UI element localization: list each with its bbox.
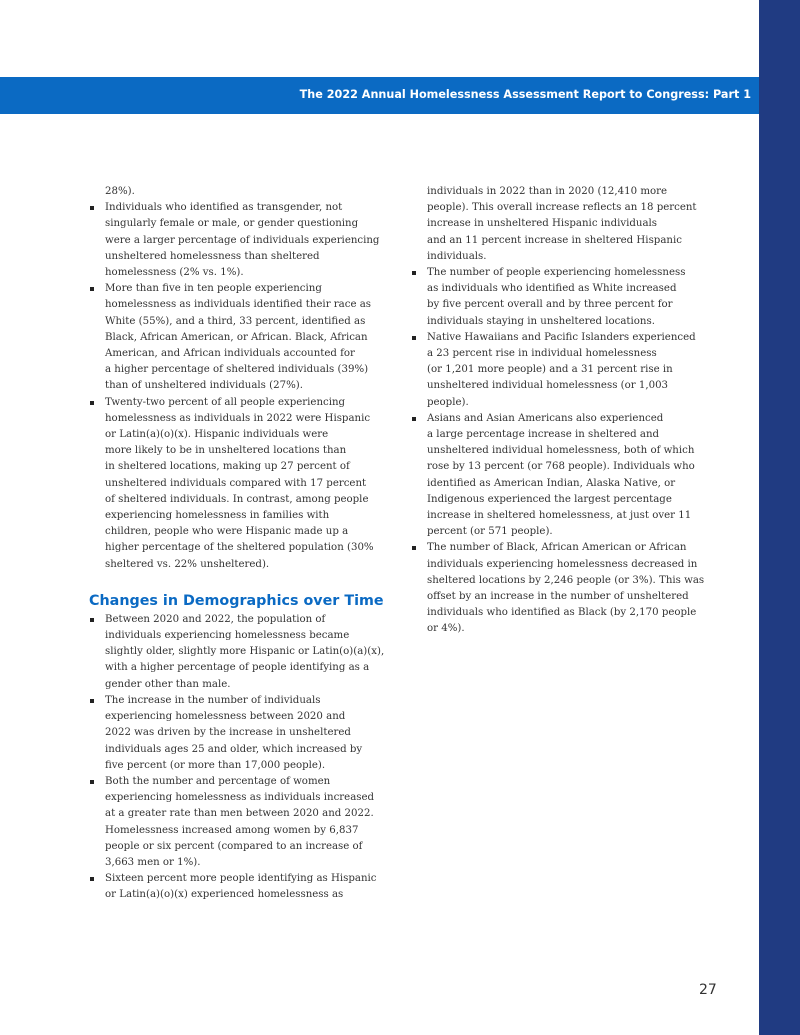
side-accent-bar [759,0,800,1035]
list-item: The number of Black, African American or African individuals experiencing homelessness decreased in sheltered locations by 2,246 people (or 3%). This was offset by an increase in the number of unsheltered individuals who identified as Black (by 2,170 people or 4%). [411,540,717,637]
list-item: Individuals who identified as transgender, not singularly female or male, or gender questioning were a larger percentage of individuals experiencing unsheltered homelessness than sheltered homelessness (2% vs. 1%). [89,200,395,281]
left-column [89,184,395,904]
list-item: The number of people experiencing homelessness as individuals who identified as White increased by five percent overall and by three percent for individuals staying in unsheltered locations. [411,265,717,330]
left-bullets-top [89,200,395,573]
list-item: Both the number and percentage of women experiencing homelessness as individuals increased at a greater rate than men between 2020 and 2022. Homelessness increased among women by 6,837 people or six percent (compared to an increase of 3,663 men or 1%). [89,774,395,871]
page-number: 27 [699,982,717,998]
list-item: The increase in the number of individuals experiencing homelessness between 2020 and 2022 was driven by the increase in unsheltered individuals ages 25 and older, which increased by five percent (or more than 17,000 people). [89,693,395,774]
left-bullets-section [89,612,395,904]
list-item: Sixteen percent more people identifying as Hispanic or Latin(a)(o)(x) experienced homelessness as [89,871,395,903]
report-header-band [0,77,759,114]
list-item: Between 2020 and 2022, the population of individuals experiencing homelessness became slightly older, slightly more Hispanic or Latin(o)(a)(x), with a higher percentage of people identifying as a gender other than male. [89,612,395,693]
continuation-text: 28%). [105,186,135,197]
right-bullets [411,265,717,638]
right-column [411,184,717,638]
continuation-paragraph: individuals in 2022 than in 2020 (12,410 more people). This overall increase reflects an 18 percent increase in unsheltered Hispanic individuals and an 11 percent increase in sheltered Hispanic individuals. [427,186,697,262]
list-item: Native Hawaiians and Pacific Islanders experienced a 23 percent rise in individual homelessness (or 1,201 more people) and a 31 percent rise in unsheltered individual homelessness (or 1,003 people). [411,330,717,411]
list-item: More than five in ten people experiencing homelessness as individuals identified their race as White (55%), and a third, 33 percent, identified as Black, African American, or African. Black, African American, and African individuals accounted for a higher percentage of sheltered individuals (39%) than of unsheltered individuals (27%). [89,281,395,394]
list-item: Asians and Asian Americans also experienced a large percentage increase in sheltered and unsheltered individual homelessness, both of which rose by 13 percent (or 768 people). Individuals who identified as American Indian, Alaska Native, or Indigenous experienced the largest percentage increase in sheltered homelessness, at just over 11 percent (or 571 people). [411,411,717,541]
report-title: The 2022 Annual Homelessness Assessment Report to Congress: Part 1 [299,88,751,101]
section-heading: Changes in Demographics over Time [89,592,384,609]
list-item: Twenty-two percent of all people experiencing homelessness as individuals in 2022 were Hispanic or Latin(a)(o)(x). Hispanic individuals were more likely to be in unsheltered locations than in sheltered locations, making up 27 percent of unsheltered individuals compared with 17 percent of sheltered individuals. In contrast, among people experiencing homelessness in families with children, people who were Hispanic made up a higher percentage of the sheltered population (30% sheltered vs. 22% unsheltered). [89,395,395,573]
